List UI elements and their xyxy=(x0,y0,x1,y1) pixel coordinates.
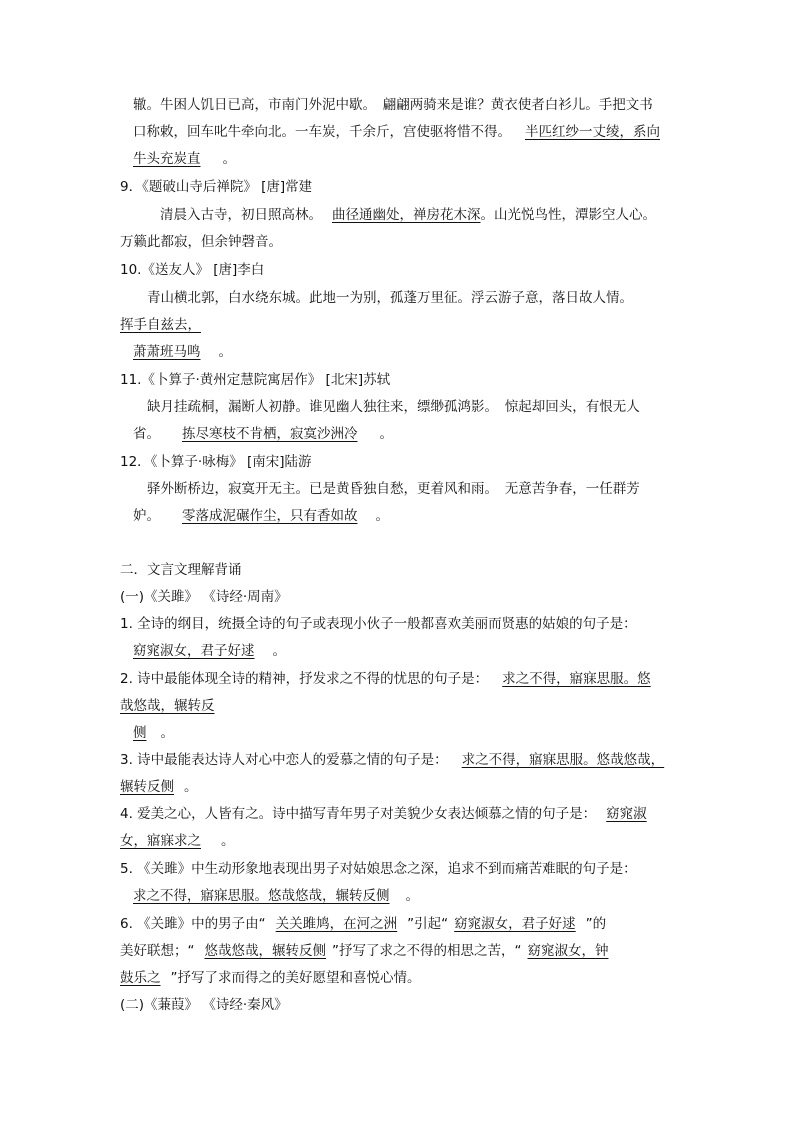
answer-blank: 窈窕淑女，钟 xyxy=(527,943,609,959)
poem-12-title: 12．《卜算子·咏梅》 [南宋]陆游 xyxy=(120,454,312,470)
poem-10-line-1: 青山横北郭，白水绕东城。此地一为别，孤蓬万里征。浮云游子意，落日故人情。 xyxy=(147,290,633,306)
question-1: 1. 全诗的纲目，统摄全诗的句子或表现小伙子一般都喜欢美丽而贤惠的姑娘的句子是： xyxy=(120,616,637,632)
answer-blank: 女，寤寐求之 xyxy=(120,833,201,849)
answer-blank: 牛头充炭直 xyxy=(133,151,201,167)
answer-blank: 窈窕淑 xyxy=(606,806,647,822)
question-3-answer-cont: 辗转反侧 。 xyxy=(120,779,198,795)
subsection-heading-2: (二)《蒹葭》 《诗经·秦风》 xyxy=(120,997,288,1013)
question-6-line-2: 美好联想；“ 悠哉悠哉，辗转反侧 ”抒写了求之不得的相思之苦，“ 窈窕淑女，钟 xyxy=(120,943,609,959)
poem-10-line-3: 萧萧班马鸣 。 xyxy=(133,344,232,360)
answer-blank: 求之不得，寤寐思服。悠 xyxy=(502,671,651,687)
section-heading: 二．文言文理解背诵 xyxy=(120,562,242,578)
question-4: 4. 爱美之心，人皆有之。诗中描写青年男子对美貌少女表达倾慕之情的句子是： 窈窕淑 xyxy=(120,806,647,822)
answer-blank: 辗转反侧 xyxy=(120,779,174,795)
poem-continuation-line-1: 辙。牛困人饥日已高，市南门外泥中歇。 翩翩两骑来是谁？黄衣使者白衫儿。手把文书 xyxy=(133,97,653,113)
answer-blank: 零落成泥碾作尘，只有香如故 xyxy=(182,508,358,524)
answer-blank: 哉悠哉，辗转反 xyxy=(120,698,215,714)
poem-10-line-2 xyxy=(120,315,209,335)
question-2: 2. 诗中最能体现全诗的精神，抒发求之不得的忧思的句子是： 求之不得，寤寐思服。悠 xyxy=(120,671,651,687)
poem-9-title: 9．《题破山寺后禅院》 [唐]常建 xyxy=(120,179,313,195)
answer-blank: 萧萧班马鸣 xyxy=(133,344,201,360)
answer-blank: 求之不得，寤寐思服。悠哉悠哉，辗转反侧 xyxy=(133,888,390,904)
answer-blank: 关关雎鸠，在河之洲 xyxy=(275,916,398,932)
poem-continuation-line-3: 牛头充炭直 。 xyxy=(133,151,236,167)
poem-11-title: 11.《卜算子·黄州定慧院寓居作》 [北宋]苏轼 xyxy=(120,372,391,388)
answer-blank: 半匹红纱一丈绫，系向 xyxy=(525,124,660,140)
question-6: 6. 《关雎》中的男子由“ 关关雎鸠，在河之洲 ”引起“ 窈窕淑女，君子好逑 ”的 xyxy=(120,916,607,932)
poem-9-line-1: 清晨入古寺，初日照高林。 曲径通幽处，禅房花木深。山光悦鸟性，潭影空人心。 xyxy=(160,207,656,223)
answer-blank: 侧 xyxy=(133,725,147,741)
question-5: 5. 《关雎》中生动形象地表现出男子对姑娘思念之深，追求不到而痛苦难眠的句子是： xyxy=(120,861,637,877)
subsection-heading-1: (一)《关雎》 《诗经·周南》 xyxy=(120,589,288,605)
answer-blank: 曲径通幽处，禅房花木深 xyxy=(332,207,481,223)
poem-9-line-2: 万籁此都寂，但余钟磬音。 xyxy=(120,234,282,250)
poem-11-line-2: 省。 拣尽寒枝不肯栖，寂寞沙洲冷 。 xyxy=(133,426,393,442)
question-6-line-3: 鼓乐之 ”抒写了求而得之的美好愿望和喜悦心情。 xyxy=(120,970,421,986)
poem-continuation-line-2: 口称敕，回车叱牛牵向北。一车炭，千余斤，宫使驱将惜不得。 半匹红纱一丈绫，系向 xyxy=(133,124,660,140)
answer-blank: 挥手自兹去， xyxy=(120,317,201,333)
question-5-answer: 求之不得，寤寐思服。悠哉悠哉，辗转反侧 。 xyxy=(133,888,419,904)
answer-blank: 窈窕淑女，君子好逑 xyxy=(454,916,576,932)
question-3: 3. 诗中最能表达诗人对心中恋人的爱慕之情的句子是： 求之不得，寤寐思服。悠哉悠哉， xyxy=(120,752,665,768)
answer-blank: 鼓乐之 xyxy=(120,970,161,986)
poem-12-line-2: 妒。 零落成泥碾作尘，只有香如故 。 xyxy=(133,508,389,524)
question-2-answer-end: 侧 。 xyxy=(133,725,174,741)
answer-blank: 悠哉悠哉，辗转反侧 xyxy=(204,943,326,959)
question-2-answer-cont xyxy=(120,696,221,716)
poem-10-title: 10.《送友人》 [唐]李白 xyxy=(120,262,265,278)
question-1-answer: 窈窕淑女，君子好逑 。 xyxy=(133,643,286,659)
poem-12-line-1: 驿外断桥边，寂寞开无主。已是黄昏独自愁，更着风和雨。 无意苦争春，一任群芳 xyxy=(147,481,640,497)
poem-11-line-1: 缺月挂疏桐，漏断人初静。谁见幽人独往来，缥缈孤鸿影。 惊起却回头，有恨无人 xyxy=(147,399,640,415)
answer-blank: 拣尽寒枝不肯栖，寂寞沙洲冷 xyxy=(182,426,358,442)
answer-blank: 求之不得，寤寐思服。悠哉悠哉， xyxy=(461,752,665,768)
answer-blank: 窈窕淑女，君子好逑 xyxy=(133,643,255,659)
question-4-answer-cont: 女，寤寐求之 。 xyxy=(120,833,235,849)
